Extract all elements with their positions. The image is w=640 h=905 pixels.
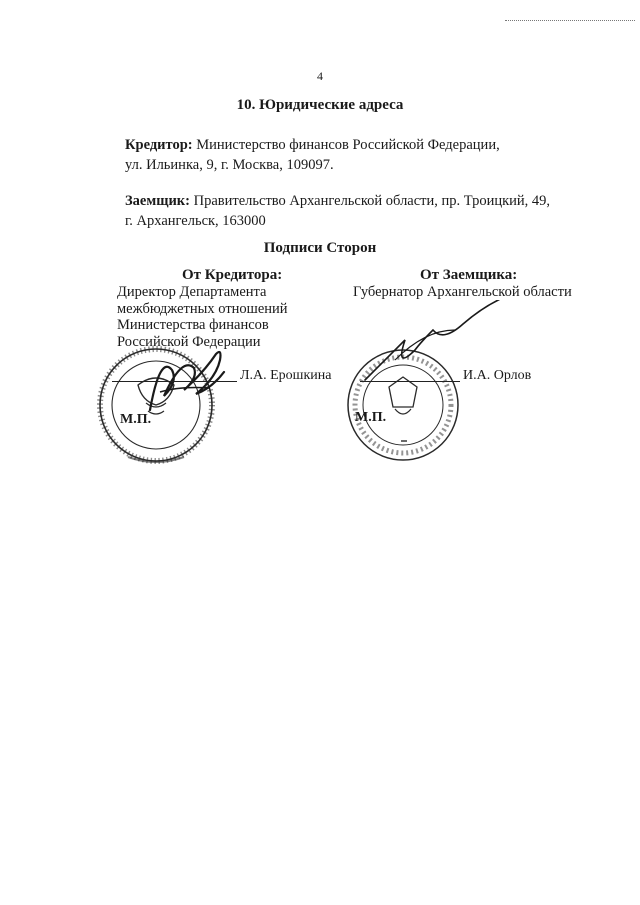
borrower-address <box>125 191 595 231</box>
creditor-stamp-mark: М.П. <box>120 412 152 427</box>
borrower-signer-name: И.А. Орлов <box>463 368 532 383</box>
creditor-signature-icon <box>130 340 240 430</box>
creditor-position-line: Российской Федерации <box>117 333 261 350</box>
borrower-side-heading: От Заемщика: <box>420 267 518 283</box>
creditor-signature-line <box>112 381 237 382</box>
borrower-name: Правительство Архангельской области, пр. Троицкий, 49, <box>193 193 551 209</box>
creditor-side-heading: От Кредитора: <box>182 267 283 283</box>
signatures-heading: Подписи Сторон <box>263 240 377 256</box>
creditor-position-line: межбюджетных отношений <box>117 300 288 317</box>
scan-artifact-line <box>505 20 635 21</box>
creditor-address-line2: ул. Ильинка, 9, г. Москва, 109097. <box>125 157 334 173</box>
page-number: 4 <box>317 69 323 83</box>
borrower-signature-line <box>360 381 460 382</box>
borrower-stamp-mark: М.П. <box>355 410 387 425</box>
creditor-signer-name: Л.А. Ерошкина <box>240 368 332 383</box>
creditor-label: Кредитор: <box>125 137 193 153</box>
creditor-address <box>125 135 585 175</box>
borrower-address-line2: г. Архангельск, 163000 <box>125 213 266 229</box>
borrower-label: Заемщик: <box>125 193 190 209</box>
creditor-name: Министерство финансов Российской Федерации, <box>196 137 500 153</box>
creditor-position-line: Директор Департамента <box>117 284 267 300</box>
borrower-address-line1 <box>125 191 595 211</box>
section-title: 10. Юридические адреса <box>236 97 404 113</box>
creditor-position-line: Министерства финансов <box>117 317 269 333</box>
creditor-address-line1 <box>125 135 585 155</box>
borrower-position: Губернатор Архангельской области <box>353 284 572 300</box>
